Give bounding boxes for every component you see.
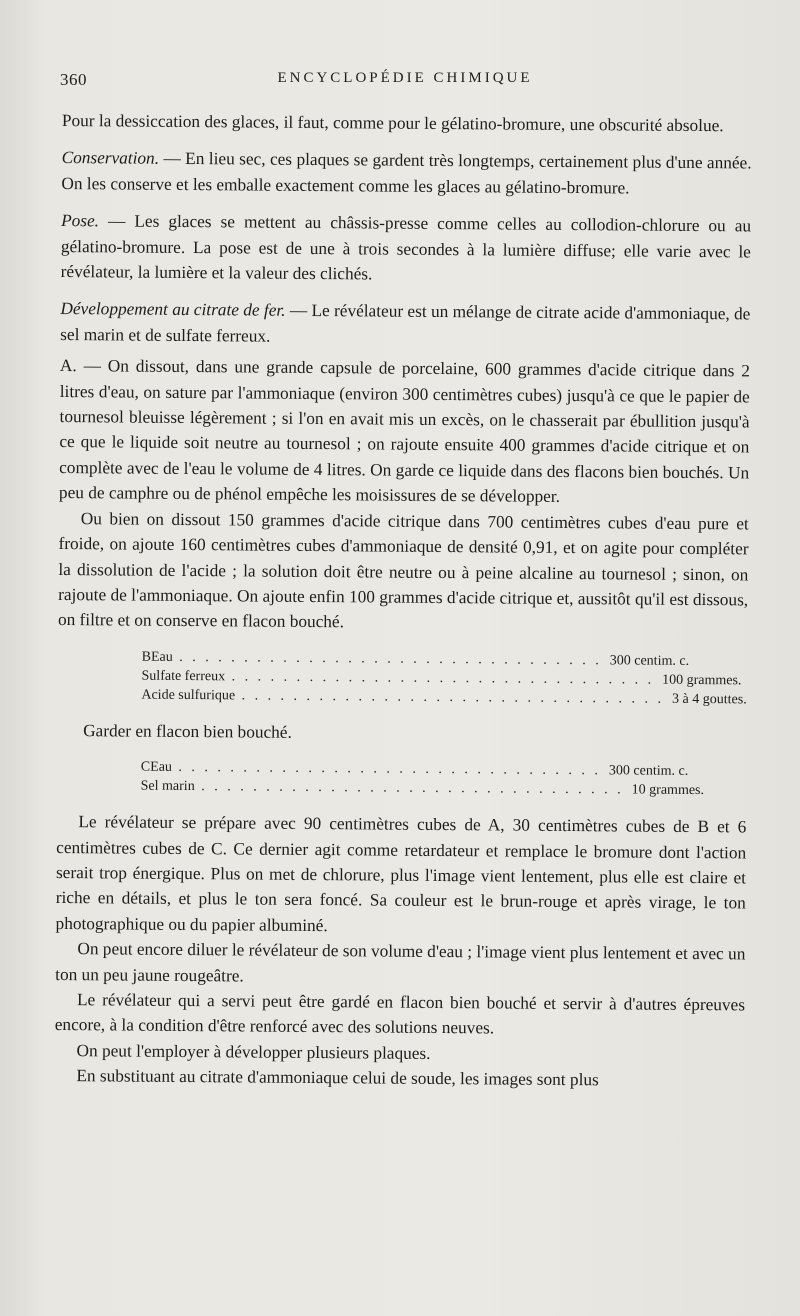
paragraph-plusieurs-plaques: On peut l'employer à développer plusieurs plaques. — [76, 1040, 431, 1063]
page-number: 360 — [60, 70, 87, 89]
leader-dots: . . . . . . . . . . . . . . . . . . . . . . . . . . . . . . . . . — [225, 669, 655, 688]
recipe-quantity: 300 centim. c. — [608, 763, 689, 780]
paragraph-citrate-soude: En substituant au citrate d'ammoniaque celui de soude, les images sont plus — [76, 1066, 599, 1090]
paragraph-conservation: Conservation. — En lieu sec, ces plaques se gardent très longtemps, certainement plus d'une année. On les conserve et les emballe exactement comme les glaces au gélatino-bromure. — [61, 148, 752, 198]
paragraph-solution-a-alt: Ou bien on dissout 150 grammes d'acide citrique dans 700 centimètres cubes d'eau pure et froide, on ajoute 160 centimètres cubes d'ammoniaque de densité 0,91, et on agite pour compléter la dissolution de l'acide ; la solution doit être neutre ou à peine alcaline au tournesol ; sinon, on rajoute de l'ammoniaque. On ajoute enfin 100 grammes d'acide citrique et, aussitôt qu'il est dissous, on filtre et on conserve en flacon bouché. — [57, 508, 749, 632]
paragraph-developpement: Développement au citrate de fer. — Le révélateur est un mélange de citrate acide d'ammoniaque, de sel marin et de sulfate ferreux. — [60, 299, 751, 346]
recipe-quantity: 10 grammes. — [631, 782, 705, 799]
section-lead-pose: Pose. — [61, 211, 100, 231]
recipe-quantity: 300 centim. c. — [609, 653, 690, 669]
running-title: ENCYCLOPÉDIE CHIMIQUE — [277, 70, 533, 86]
section-lead-developpement: Développement au citrate de fer. — [60, 299, 286, 321]
recipe-ingredient: Sel marin — [140, 778, 195, 795]
paragraph-diluer: On peut encore diluer le révélateur de son volume d'eau ; l'image vient plus lentement et avec un ton un peu jaune rougeâtre. — [55, 939, 746, 986]
recipe-quantity: 100 grammes. — [662, 672, 742, 689]
recipe-ingredient: Acide sulfurique — [141, 687, 236, 704]
recipe-c — [140, 758, 705, 800]
paragraph-dessiccation: Pour la dessiccation des glaces, il faut, comme pour le gélatino-bromure, une obscurité absolue. — [61, 110, 724, 136]
page-header — [60, 70, 750, 98]
recipe-quantity: 3 à 4 gouttes. — [672, 691, 747, 708]
paragraph-revelateur: Le révélateur se prépare avec 90 centimètres cubes de A, 30 centimètres cubes de B et 6 centimètres cubes de C. Ce dernier agit comme retardateur et remplace le bromure dont l'action serait trop énergique. Plus on met de chlorure, plus l'image vient lentement, plus elle est claire et riche en détails, et plus le ton sera foncé. Sa couleur est le brun-rouge et après virage, le ton photographique ou du papier albuminé. — [55, 812, 747, 935]
page-body — [54, 108, 752, 1094]
recipe-label: C — [140, 759, 151, 775]
leader-dots: . . . . . . . . . . . . . . . . . . . . . . . . . . . . . . . . . — [194, 779, 624, 798]
recipe-b — [141, 647, 747, 708]
paragraph-solution-a: A. — On dissout, dans une grande capsule de porcelaine, 600 grammes d'acide citrique dans 2 litres d'eau, on sature par l'ammoniaque (environ 300 centimètres cubes) jusqu'à ce que le papier de tournesol bleuisse légèrement ; si l'on en avait mis un excès, on le chasserait par ébullition jusqu'à ce que le liquide soit neutre au tournesol ; on rajoute ensuite 400 grammes d'acide citrique et on complète avec de l'eau le volume de 4 litres. On garde ce liquide dans des flacons bien bouchés. Un peu de camphre ou de phénol empêche les moisissures de se développer. — [58, 356, 751, 507]
paragraph-pose: Pose. — Les glaces se mettent au châssis-presse comme celles au collodion-chlorure ou au gélatino-bromure. La pose est de une à trois secondes à la lumière diffuse; elle varie avec le révélateur, la lumière et la valeur des clichés. — [60, 211, 752, 284]
paragraph-garder: Garder en flacon bien bouché. — [83, 720, 292, 742]
recipe-ingredient: Eau — [150, 759, 172, 776]
recipe-ingredient: Sulfate ferreux — [141, 668, 226, 685]
recipe-row — [140, 777, 705, 800]
recipe-label: B — [141, 649, 152, 665]
leader-dots: . . . . . . . . . . . . . . . . . . . . . . . . . . . . . . . . . — [172, 649, 602, 668]
leader-dots: . . . . . . . . . . . . . . . . . . . . . . . . . . . . . . . . . — [235, 688, 665, 707]
leader-dots: . . . . . . . . . . . . . . . . . . . . . . . . . . . . . . . . . — [171, 760, 601, 779]
paragraph-reutiliser: Le révélateur qui a servi peut être gardé en flacon bien bouché et servir à d'autres épreuves encore, à la condition d'être renforcé avec des solutions neuves. — [54, 990, 746, 1038]
section-lead-conservation: Conservation. — [61, 148, 160, 169]
recipe-ingredient: Eau — [150, 649, 173, 665]
recipe-row — [141, 685, 747, 708]
